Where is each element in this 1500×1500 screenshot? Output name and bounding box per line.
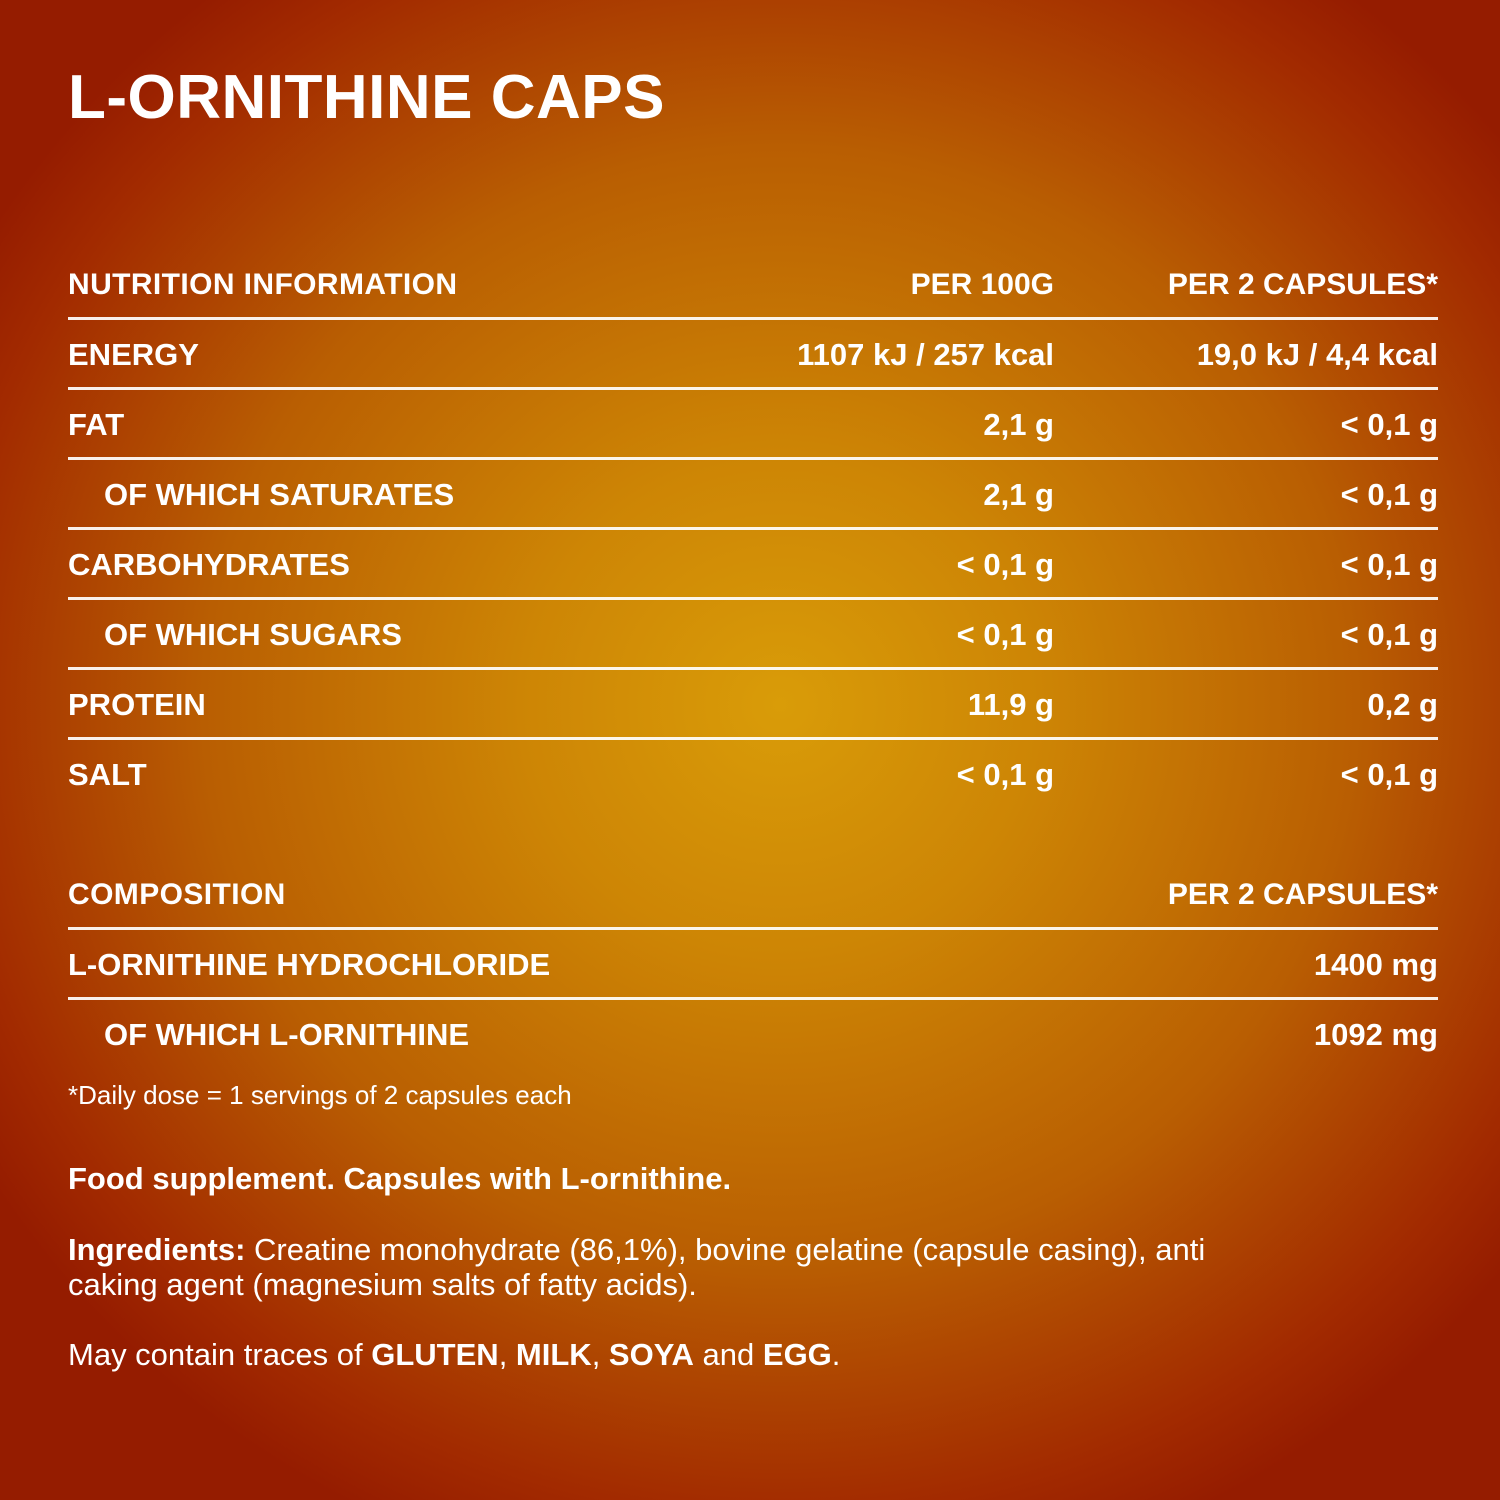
nutrition-header-per100g: PER 100G [910, 268, 1054, 301]
allergen-soya: SOYA [608, 1337, 694, 1372]
composition-header-label: COMPOSITION [68, 878, 286, 911]
product-description: Food supplement. Capsules with L-ornithine. [68, 1161, 732, 1196]
value-per2caps: 1092 mg [1313, 1017, 1438, 1052]
row-label-ornithine: OF WHICH L-ORNITHINE [104, 1017, 470, 1052]
allergen-separator: and [693, 1337, 763, 1372]
page-title: L-ORNITHINE CAPS [68, 63, 665, 132]
table-row [68, 670, 1438, 740]
composition-header-row [68, 860, 1438, 930]
allergen-end: . [831, 1337, 841, 1372]
value-per100g: 1107 kJ / 257 kcal [797, 337, 1054, 372]
table-row [68, 320, 1438, 390]
value-per2caps: < 0,1 g [1340, 547, 1438, 582]
table-row [68, 600, 1438, 670]
value-per2caps: 0,2 g [1367, 687, 1438, 722]
value-per2caps: < 0,1 g [1340, 617, 1438, 652]
row-label-carbohydrates: CARBOHYDRATES [68, 547, 350, 582]
value-per100g: 2,1 g [983, 407, 1054, 442]
value-per2caps: 19,0 kJ / 4,4 kcal [1196, 337, 1438, 372]
row-label-fat: FAT [68, 407, 125, 442]
composition-table [68, 860, 1438, 1070]
value-per100g: 11,9 g [967, 687, 1054, 722]
value-per2caps: 1400 mg [1313, 947, 1438, 982]
table-row [68, 390, 1438, 460]
allergen-separator: , [498, 1337, 516, 1372]
ingredients-text [68, 1232, 1268, 1302]
row-label-saturates: OF WHICH SATURATES [104, 477, 455, 512]
nutrition-table [68, 250, 1438, 810]
value-per100g: < 0,1 g [956, 757, 1054, 792]
table-row [68, 930, 1438, 1000]
allergen-notice [68, 1337, 1268, 1372]
composition-header-per2caps: PER 2 CAPSULES* [1167, 878, 1438, 911]
value-per100g: < 0,1 g [956, 547, 1054, 582]
allergen-milk: MILK [515, 1337, 592, 1372]
value-per100g: 2,1 g [983, 477, 1054, 512]
value-per100g: < 0,1 g [956, 617, 1054, 652]
nutrition-header-per2caps: PER 2 CAPSULES* [1167, 268, 1438, 301]
row-label-energy: ENERGY [68, 337, 199, 372]
nutrition-header-label: NUTRITION INFORMATION [68, 268, 458, 301]
ingredients-label: Ingredients: [68, 1232, 246, 1267]
allergen-gluten: GLUTEN [371, 1337, 499, 1372]
table-row [68, 740, 1438, 810]
ingredients-list: Creatine monohydrate (86,1%), bovine gelatine (capsule casing), anti caking agent (magnesium salts of fatty acids). [68, 1232, 1206, 1302]
table-row [68, 460, 1438, 530]
row-label-ornithine-hydrochloride: L-ORNITHINE HYDROCHLORIDE [68, 947, 551, 982]
allergen-separator: , [591, 1337, 609, 1372]
row-label-salt: SALT [68, 757, 147, 792]
daily-dose-footnote: *Daily dose = 1 servings of 2 capsules each [68, 1080, 572, 1110]
row-label-protein: PROTEIN [68, 687, 206, 722]
table-row [68, 1000, 1438, 1070]
value-per2caps: < 0,1 g [1340, 757, 1438, 792]
row-label-sugars: OF WHICH SUGARS [104, 617, 402, 652]
allergen-prefix: May contain traces of [68, 1337, 372, 1372]
value-per2caps: < 0,1 g [1340, 407, 1438, 442]
value-per2caps: < 0,1 g [1340, 477, 1438, 512]
allergen-egg: EGG [762, 1337, 832, 1372]
nutrition-header-row [68, 250, 1438, 320]
table-row [68, 530, 1438, 600]
